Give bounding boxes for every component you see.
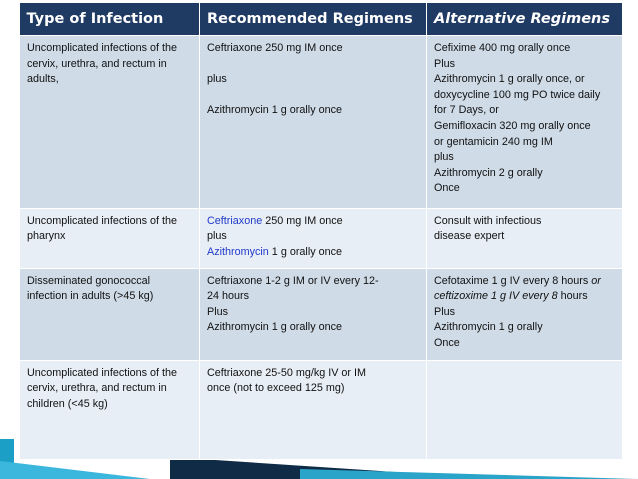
regimen-line: Azithromycin 1 g orally (434, 321, 543, 334)
regimen-line: or gentamicin 240 mg IM (434, 135, 553, 148)
regimen-line: Once (434, 336, 460, 349)
regimen-line: 24 hours (207, 290, 250, 303)
recommended-cell (200, 36, 427, 209)
recommended-cell (200, 360, 427, 459)
table-row (20, 36, 623, 209)
alternative-cell (427, 36, 623, 209)
regimen-line: Ceftriaxone 1-2 g IM or IV every 12- (207, 274, 379, 287)
italic-text: ceftizoxime 1 g IV every 8 (434, 290, 558, 303)
regimen-line: Ceftriaxone 250 mg IM once (207, 42, 343, 54)
regimen-line: plus (207, 73, 227, 86)
regimen-line: once (not to exceed 125 mg) (207, 382, 345, 395)
dose-text: hours (557, 290, 588, 303)
regimen-table (19, 3, 623, 460)
regimen-line: Plus (434, 57, 456, 70)
recommended-cell (200, 208, 427, 268)
regimen-line: Once (434, 182, 460, 195)
drug-name: Azithromycin (207, 245, 269, 258)
regimen-line: Azithromycin 1 g orally once, or (434, 73, 585, 86)
infection-type-cell: Uncomplicated infections of the cervix, urethra, and rectum in children (<45 kg) (20, 360, 200, 459)
table-row (20, 268, 623, 360)
alternative-cell (427, 268, 623, 360)
table-row (20, 360, 623, 459)
dose-text: Cefotaxime 1 g IV every 8 hours (434, 274, 592, 287)
regimen-line (207, 245, 419, 261)
regimen-line: Cefixime 400 mg orally once (434, 42, 571, 54)
regimen-line: Consult with infectious (434, 214, 542, 227)
regimen-line: Plus (434, 305, 456, 318)
dose-text: 250 mg IM once (262, 214, 343, 227)
header-alternative-regimens: Alternative Regimens (427, 3, 623, 36)
regimen-line: Gemifloxacin 320 mg orally once (434, 119, 591, 132)
regimen-line (207, 214, 419, 230)
infection-type-cell: Uncomplicated infections of the cervix, urethra, and rectum in adults, (20, 36, 200, 209)
table-header-row (20, 3, 623, 36)
alternative-cell (427, 208, 623, 268)
regimen-line: plus (434, 151, 454, 164)
infection-type-cell: Disseminated gonococcal infection in adults (>45 kg) (20, 268, 200, 360)
regimen-line: Azithromycin 2 g orally (434, 166, 543, 179)
regimen-line (434, 274, 615, 290)
table-row (20, 208, 623, 268)
alternative-cell (427, 360, 623, 459)
italic-text: or (591, 274, 601, 287)
regimen-line: Azithromycin 1 g orally once (207, 321, 343, 334)
regimen-line: disease expert (434, 230, 505, 243)
regimen-line (434, 289, 615, 305)
header-type-of-infection: Type of Infection (20, 3, 200, 36)
infection-type-cell: Uncomplicated infections of the pharynx (20, 208, 200, 268)
dose-text: 1 g orally once (268, 245, 343, 258)
regimen-line: Plus (207, 305, 229, 318)
regimen-line: doxycycline 100 mg PO twice daily (434, 88, 601, 101)
regimen-line: Azithromycin 1 g orally once (207, 104, 343, 117)
header-recommended-regimens: Recommended Regimens (200, 3, 427, 36)
regimen-line: plus (207, 230, 227, 243)
regimen-line: for 7 Days, or (434, 104, 499, 117)
recommended-cell (200, 268, 427, 360)
accent-swoosh-left (0, 461, 150, 479)
regimen-line: Ceftriaxone 25-50 mg/kg IV or IM (207, 366, 367, 379)
drug-name: Ceftriaxone (207, 214, 263, 227)
